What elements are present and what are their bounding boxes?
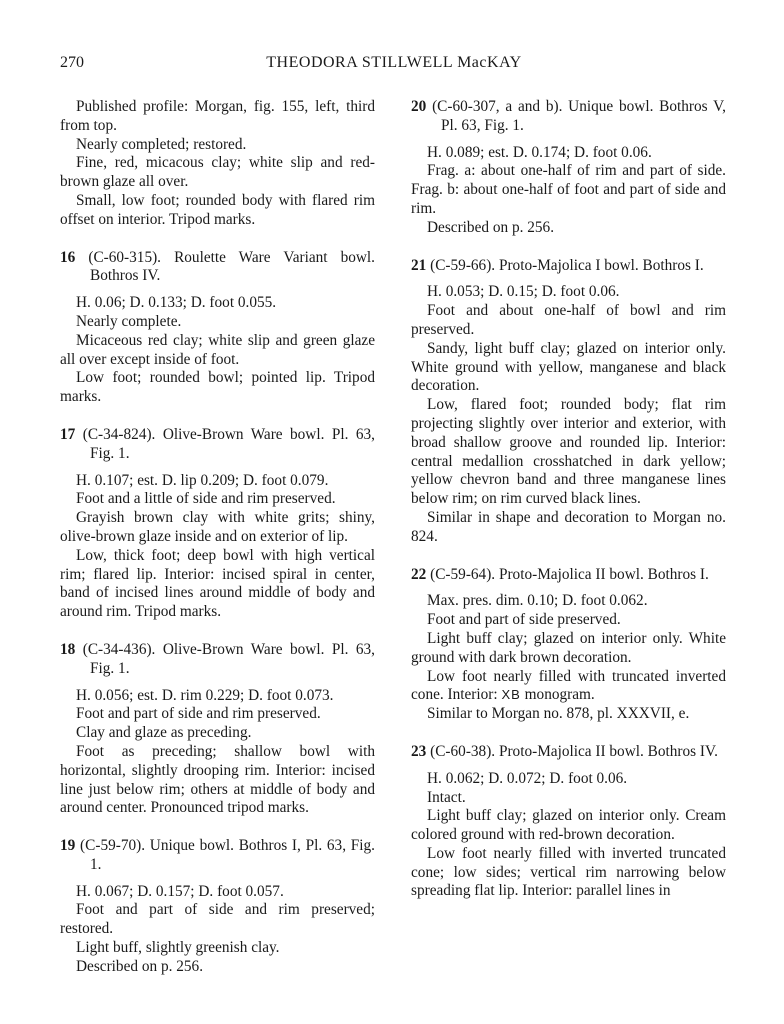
entry-heading-text: (C-59-64). Proto-Majolica II bowl. Bothros I. [430,565,709,583]
entry-line: Intact. [427,788,466,806]
catalog-entry-21 [411,257,726,547]
entry-line: Similar to Morgan no. 878, pl. XXXVII, e. [427,705,690,723]
entry-line-text: Low foot nearly filled with truncated inverted cone. Interior: [411,667,726,704]
entry-number: 18 [60,640,76,658]
entry-line: H. 0.089; est. D. 0.174; D. foot 0.06. [427,143,652,161]
running-title: THEODORA STILLWELL MacKAY [266,54,522,71]
entry-heading [411,257,726,276]
entry-heading [411,743,726,762]
entry-heading [60,837,375,875]
page-number: 270 [60,54,84,71]
entry-line: Low foot nearly filled with inverted truncated cone; low sides; vertical rim narrowing below spreading flat lip. Interior: parallel lines in [411,844,726,900]
entry-line: Low, thick foot; deep bowl with high vertical rim; flared lip. Interior: incised spiral in center, band of incised lines around middle of body and around rim. Tripod marks. [60,546,375,621]
entry-line: Foot and about one-half of bowl and rim preserved. [411,302,726,338]
entry-line: Clay and glaze as preceding. [76,724,252,742]
catalog-entry-17 [60,426,375,622]
entry-line: Fine, red, micacous clay; white slip and red-brown glaze all over. [60,154,375,191]
catalog-entry-19 [60,837,375,977]
entry-heading [411,98,726,136]
entry-line: Micaceous red clay; white slip and green glaze all over except inside of foot. [60,331,375,368]
entry-line: Max. pres. dim. 0.10; D. foot 0.062. [427,592,648,610]
catalog-entry-18 [60,641,375,818]
entry-heading [60,249,375,287]
entry-line: Foot and part of side and rim preserved; restored. [60,901,375,938]
catalog-entry-23 [411,743,726,901]
entry-line: Nearly complete. [76,312,182,330]
entry-line: Sandy, light buff clay; glazed on interior only. White ground with yellow, manganese and black decoration. [411,339,726,395]
entry-line: Foot and a little of side and rim preserved. [76,490,336,508]
entry-line: H. 0.062; D. 0.072; D. foot 0.06. [427,769,628,787]
entry-line: H. 0.056; est. D. rim 0.229; D. foot 0.073. [76,686,334,704]
entry-line: H. 0.053; D. 0.15; D. foot 0.06. [427,283,620,301]
entry-line: Foot and part of side preserved. [427,611,621,629]
entry-line: Published profile: Morgan, fig. 155, left, third from top. [60,98,375,134]
entry-line: Small, low foot; rounded body with flared rim offset on interior. Tripod marks. [60,191,375,228]
entry-line-with-monogram [411,668,726,706]
entry-line: H. 0.06; D. 0.133; D. foot 0.055. [76,294,277,312]
entry-heading-text: (C-59-70). Unique bowl. Bothros I, Pl. 63, Fig. 1. [80,837,375,873]
entry-15-continuation [60,98,375,230]
entry-heading-text: (C-60-307, a and b). Unique bowl. Bothros V, Pl. 63, Fig. 1. [432,98,727,134]
entry-line: Foot as preceding; shallow bowl with horizontal, slightly drooping rim. Interior: incised line just below rim; others at middle of body and around center. Pronounced tripod marks. [60,742,375,817]
entry-line: Frag. a: about one-half of rim and part of side. Frag. b: about one-half of foot and part of side and rim. [411,162,726,217]
entry-heading [411,566,726,585]
entry-heading-text: (C-34-824). Olive-Brown Ware bowl. Pl. 63, Fig. 1. [82,425,375,462]
entry-line: Low, flared foot; rounded body; flat rim projecting slightly over interior and exterior, with broad shallow groove and rounded lip. Interior: central medallion crosshatched in dark yellow; yellow chevron band and three manganese lines below rim; on rim curved black lines. [411,396,726,508]
entry-heading-text: (C-60-38). Proto-Majolica II bowl. Bothros IV. [430,742,718,760]
entry-heading-text: (C-60-315). Roulette Ware Variant bowl. Bothros IV. [88,248,375,285]
entry-line: Nearly completed; restored. [76,135,247,153]
catalog-entry-22 [411,566,726,724]
entry-line: H. 0.107; est. D. lip 0.209; D. foot 0.079. [76,471,329,489]
entry-heading-text: (C-34-436). Olive-Brown Ware bowl. Pl. 63, Fig. 1. [82,640,375,677]
entry-line: Similar in shape and decoration to Morgan no. 824. [411,508,726,545]
entry-number: 16 [60,248,76,266]
entry-number: 21 [411,256,427,274]
entry-line: Light buff, slightly greenish clay. [76,939,280,957]
entry-line: Described on p. 256. [427,218,555,236]
page-header [60,54,728,78]
left-column [60,98,375,996]
entry-number: 23 [411,742,427,760]
right-column [411,98,726,920]
entry-line: Light buff clay; glazed on interior only. Cream colored ground with red-brown decoration. [411,807,726,844]
monogram-suffix: monogram. [524,686,595,704]
entry-heading [60,641,375,679]
entry-line: Grayish brown clay with white grits; shiny, olive-brown glaze inside and on exterior of lip. [60,509,375,545]
catalog-entry-16 [60,249,375,407]
entry-line: Described on p. 256. [76,957,204,975]
monogram-mark: XB [501,687,521,703]
entry-number: 20 [411,98,427,115]
entry-line: Light buff clay; glazed on interior only. White ground with dark brown decoration. [411,629,726,666]
entry-line: Foot and part of side and rim preserved. [76,705,321,723]
entry-number: 17 [60,425,76,443]
entry-number: 22 [411,565,427,583]
entry-line: H. 0.067; D. 0.157; D. foot 0.057. [76,882,284,900]
entry-number: 19 [60,837,76,855]
entry-heading-text: (C-59-66). Proto-Majolica I bowl. Bothros I. [430,256,704,274]
entry-heading [60,426,375,464]
entry-line: Low foot; rounded bowl; pointed lip. Tripod marks. [60,369,375,406]
catalog-entry-20 [411,98,726,238]
